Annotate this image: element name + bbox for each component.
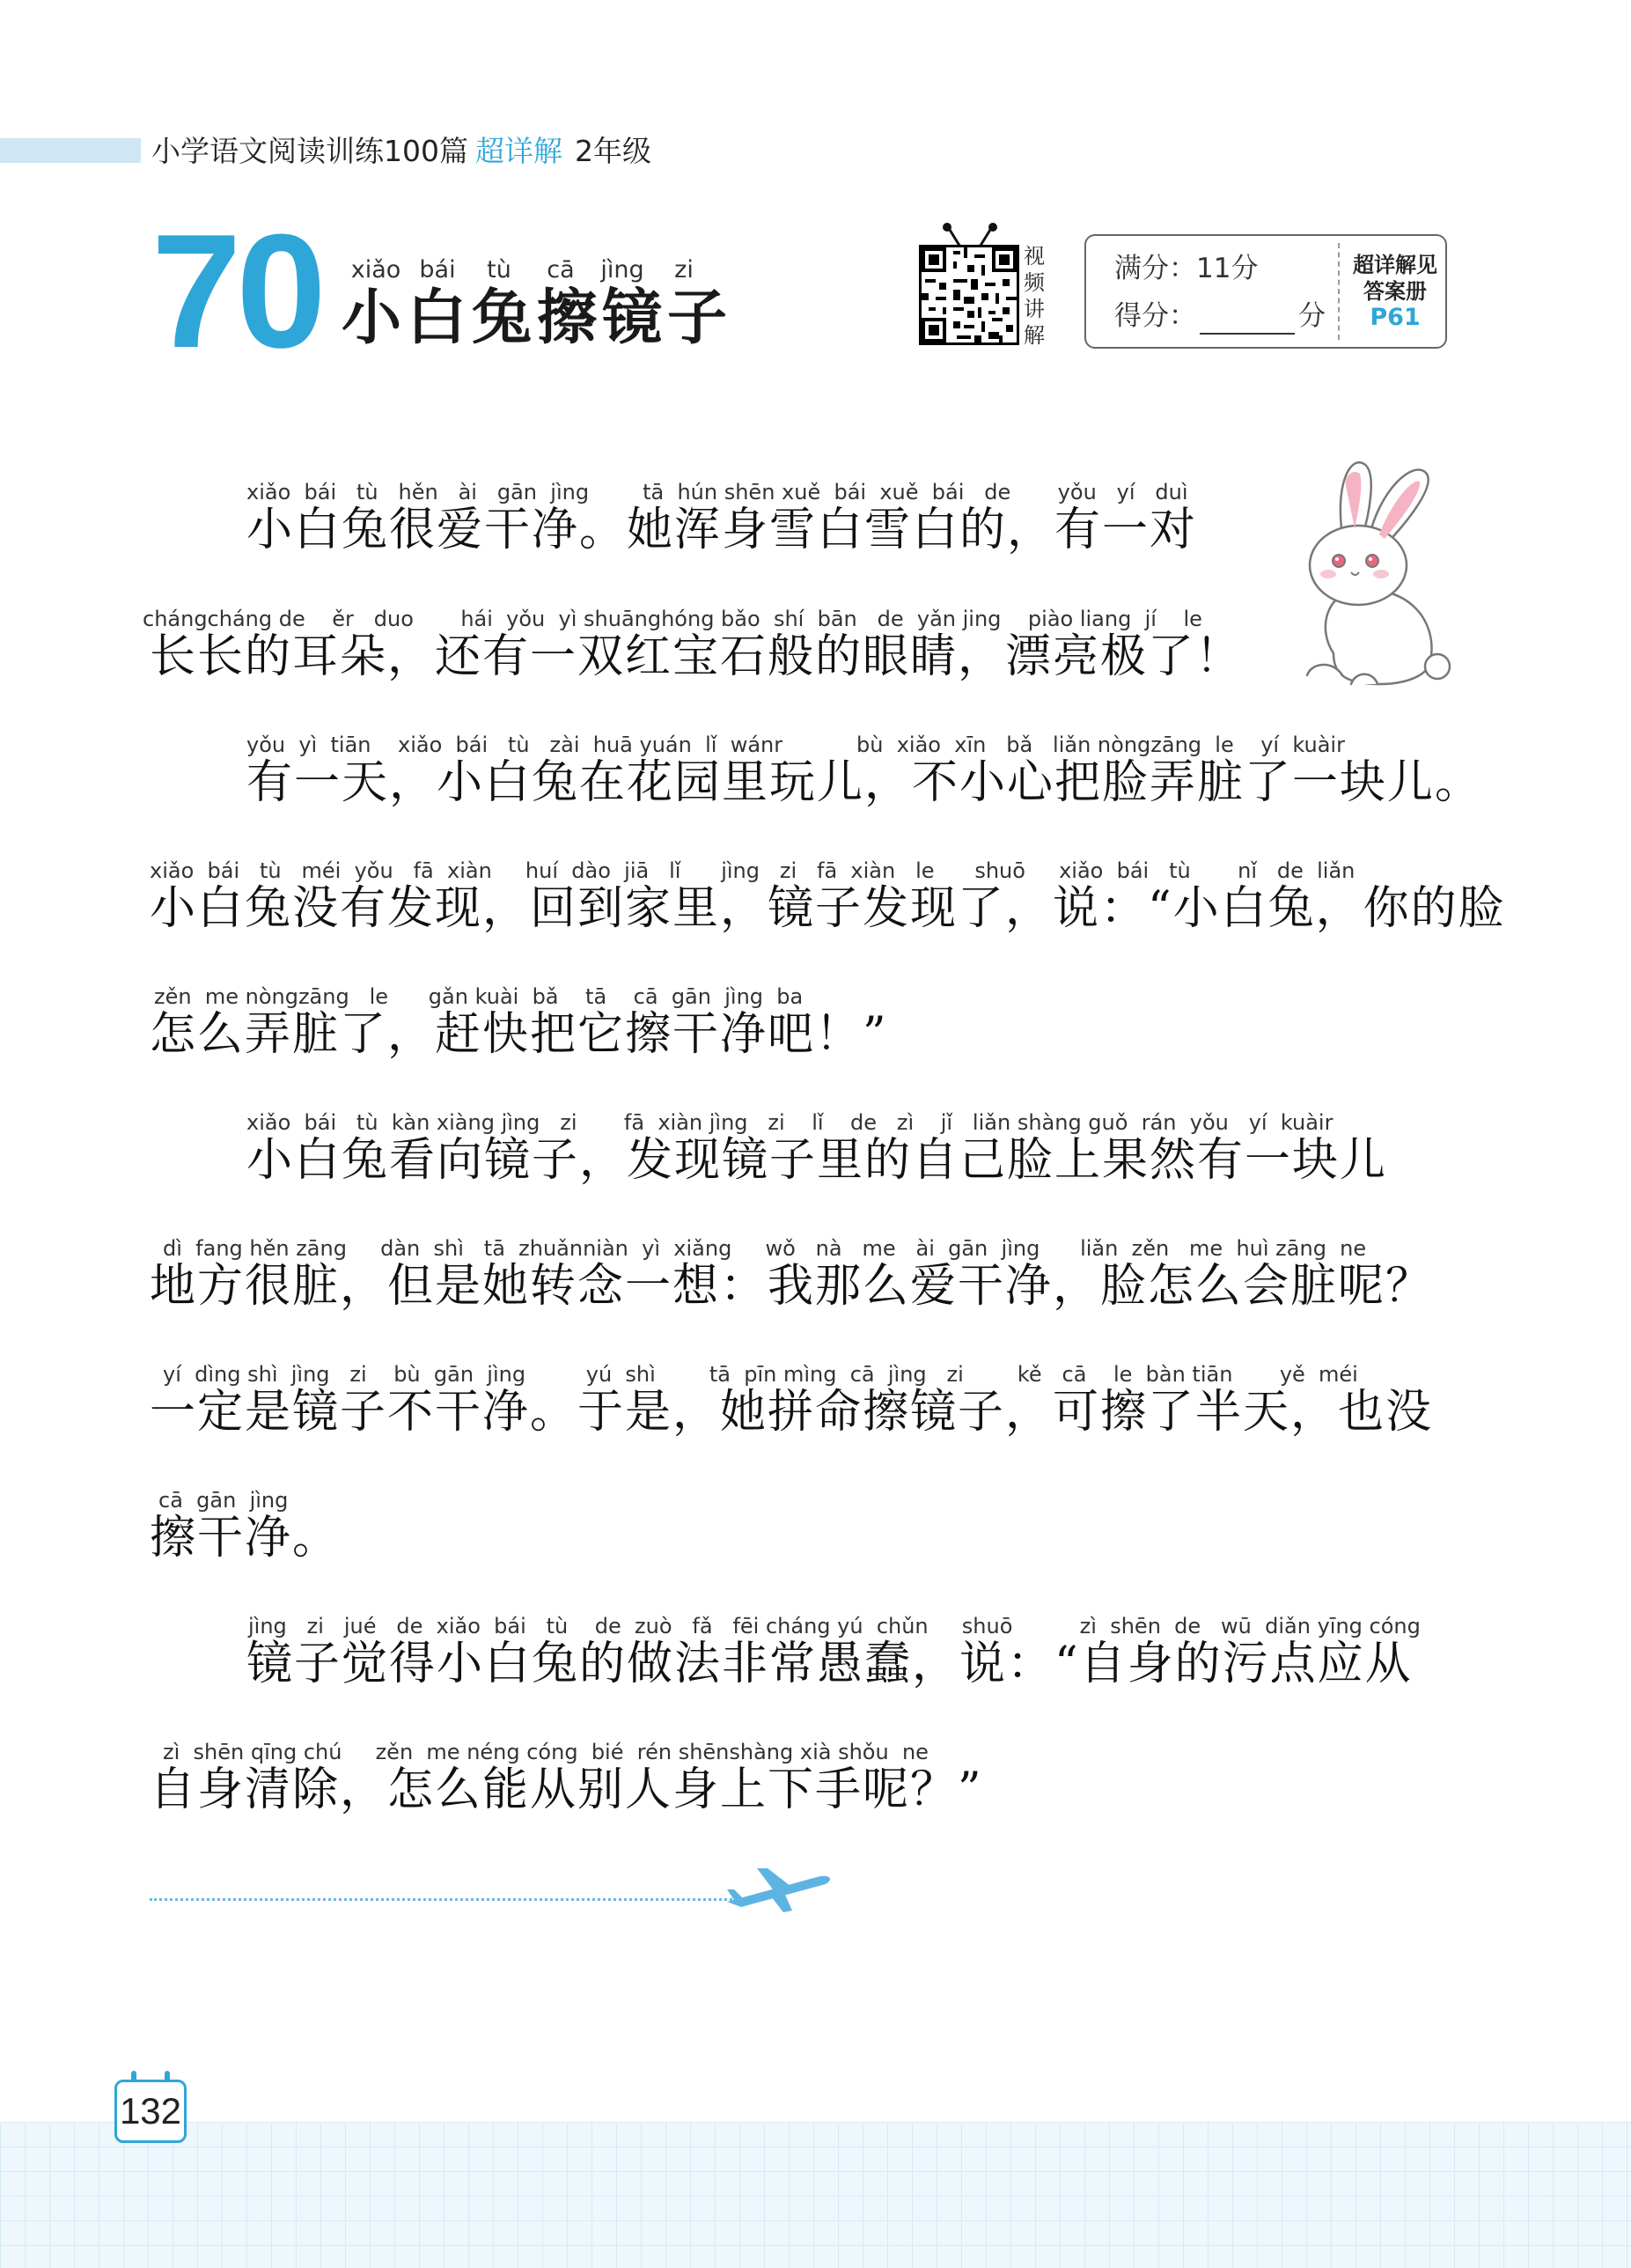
qr-label: 视频讲解	[1024, 244, 1045, 348]
score-unit: 分	[1298, 300, 1326, 332]
passage-pinyin: xiǎo bái tù méi yǒu fā xiàn huí dào jiā lǐ jìng zi fā xiàn le shuō xiǎo bái tù nǐ de liǎn	[150, 858, 1355, 883]
footer-grid	[0, 2122, 1631, 2268]
full-score: 满分：11分	[1114, 253, 1259, 284]
passage-line: 长长的耳朵，还有一双红宝石般的眼睛，漂亮极了！	[150, 630, 1244, 683]
answer-line-1: 超详解见	[1353, 253, 1437, 277]
title-pinyin-syllable: jìng	[600, 256, 644, 284]
passage-line: 地方很脏，但是她转念一想：我那么爱干净，脸怎么会脏呢？	[150, 1260, 1434, 1313]
passage-pinyin: yí dìng shì jìng zi bù gān jìng yú shì tā pīn mìng cā jìng zi kě cā le bàn tiān yě méi	[163, 1362, 1358, 1387]
score-blank[interactable]	[1200, 306, 1295, 335]
grade-label: 2年级	[575, 134, 651, 168]
passage-pinyin: zěn me nòngzāng le gǎn kuài bǎ tā cā gān jìng ba	[154, 984, 804, 1009]
passage-line: 镜子觉得小白兔的做法非常愚蠢，说：“自身的污点应从	[246, 1638, 1413, 1690]
lesson-number: 70	[151, 200, 321, 381]
answer-page: P61	[1370, 304, 1421, 331]
passage-pinyin: jìng zi jué de xiǎo bái tù de zuò fǎ fēi cháng yú chǔn shuō zì shēn de wū diǎn yīng cóng	[248, 1614, 1421, 1638]
passage-line: 有一天，小白兔在花园里玩儿，不小心把脸弄脏了一块儿。	[246, 756, 1483, 809]
score-divider	[1338, 243, 1340, 340]
lesson-title: 小白兔擦镜子	[342, 284, 733, 353]
answer-reference	[1341, 252, 1449, 331]
rabbit-illustration	[1281, 451, 1457, 697]
passage-pinyin: chángcháng de ěr duo hái yǒu yì shuānghóng bǎo shí bān de yǎn jing piào liang jí le	[143, 607, 1202, 631]
passage-pinyin: xiǎo bái tù kàn xiàng jìng zi fā xiàn jìng zi lǐ de zì jǐ liǎn shàng guǒ rán yǒu yí kuàir	[246, 1110, 1333, 1135]
running-header	[151, 130, 651, 173]
passage-line: 擦干净。	[150, 1512, 341, 1565]
passage-line: 一定是镜子不干净。于是，她拼命擦镜子，可擦了半天，也没	[150, 1386, 1434, 1439]
title-pinyin-syllable: xiǎo	[350, 256, 401, 284]
series-title: 小学语文阅读训练100篇	[151, 134, 468, 168]
qr-code-icon[interactable]	[919, 245, 1019, 345]
passage-pinyin: cā gān jìng	[158, 1488, 289, 1513]
series-accent: 超详解	[475, 134, 562, 168]
airplane-icon	[722, 1863, 836, 1916]
passage-line: 小白兔很爱干净。她浑身雪白雪白的，有一对	[246, 504, 1198, 556]
passage-pinyin: zì shēn qīng chú zěn me néng cóng bié rén shēnshàng xià shǒu ne	[163, 1740, 929, 1764]
passage-pinyin: yǒu yì tiān xiǎo bái tù zài huā yuán lǐ wánr bù xiǎo xīn bǎ liǎn nòngzāng le yí kuàir	[246, 733, 1345, 757]
title-pinyin-syllable: zi	[674, 256, 694, 284]
passage-line: 小白兔没有发现，回到家里，镜子发现了，说：“小白兔，你的脸	[150, 882, 1506, 935]
score-label: 得分：	[1114, 300, 1196, 332]
page-number: 132	[114, 2080, 187, 2143]
score-field	[1114, 298, 1326, 335]
header-band	[0, 138, 141, 163]
title-pinyin-syllable: cā	[547, 256, 575, 284]
title-pinyin-syllable: tù	[487, 256, 511, 284]
title-pinyin-syllable: bái	[419, 256, 456, 284]
passage-line: 自身清除，怎么能从别人身上下手呢？”	[150, 1764, 983, 1816]
end-dotted-line	[150, 1898, 738, 1901]
passage-pinyin: dì fang hěn zāng dàn shì tā zhuǎnniàn yì xiǎng wǒ nà me ài gān jìng liǎn zěn me huì zāng ne	[163, 1236, 1367, 1261]
answer-line-2: 答案册	[1363, 279, 1427, 304]
score-box	[1084, 234, 1447, 349]
passage-pinyin: xiǎo bái tù hěn ài gān jìng tā hún shēn xuě bái xuě bái de yǒu yí duì	[246, 480, 1188, 504]
passage-line: 小白兔看向镜子，发现镜子里的自己脸上果然有一块儿	[246, 1134, 1388, 1187]
passage-line: 怎么弄脏了，赶快把它擦干净吧！”	[150, 1008, 888, 1061]
